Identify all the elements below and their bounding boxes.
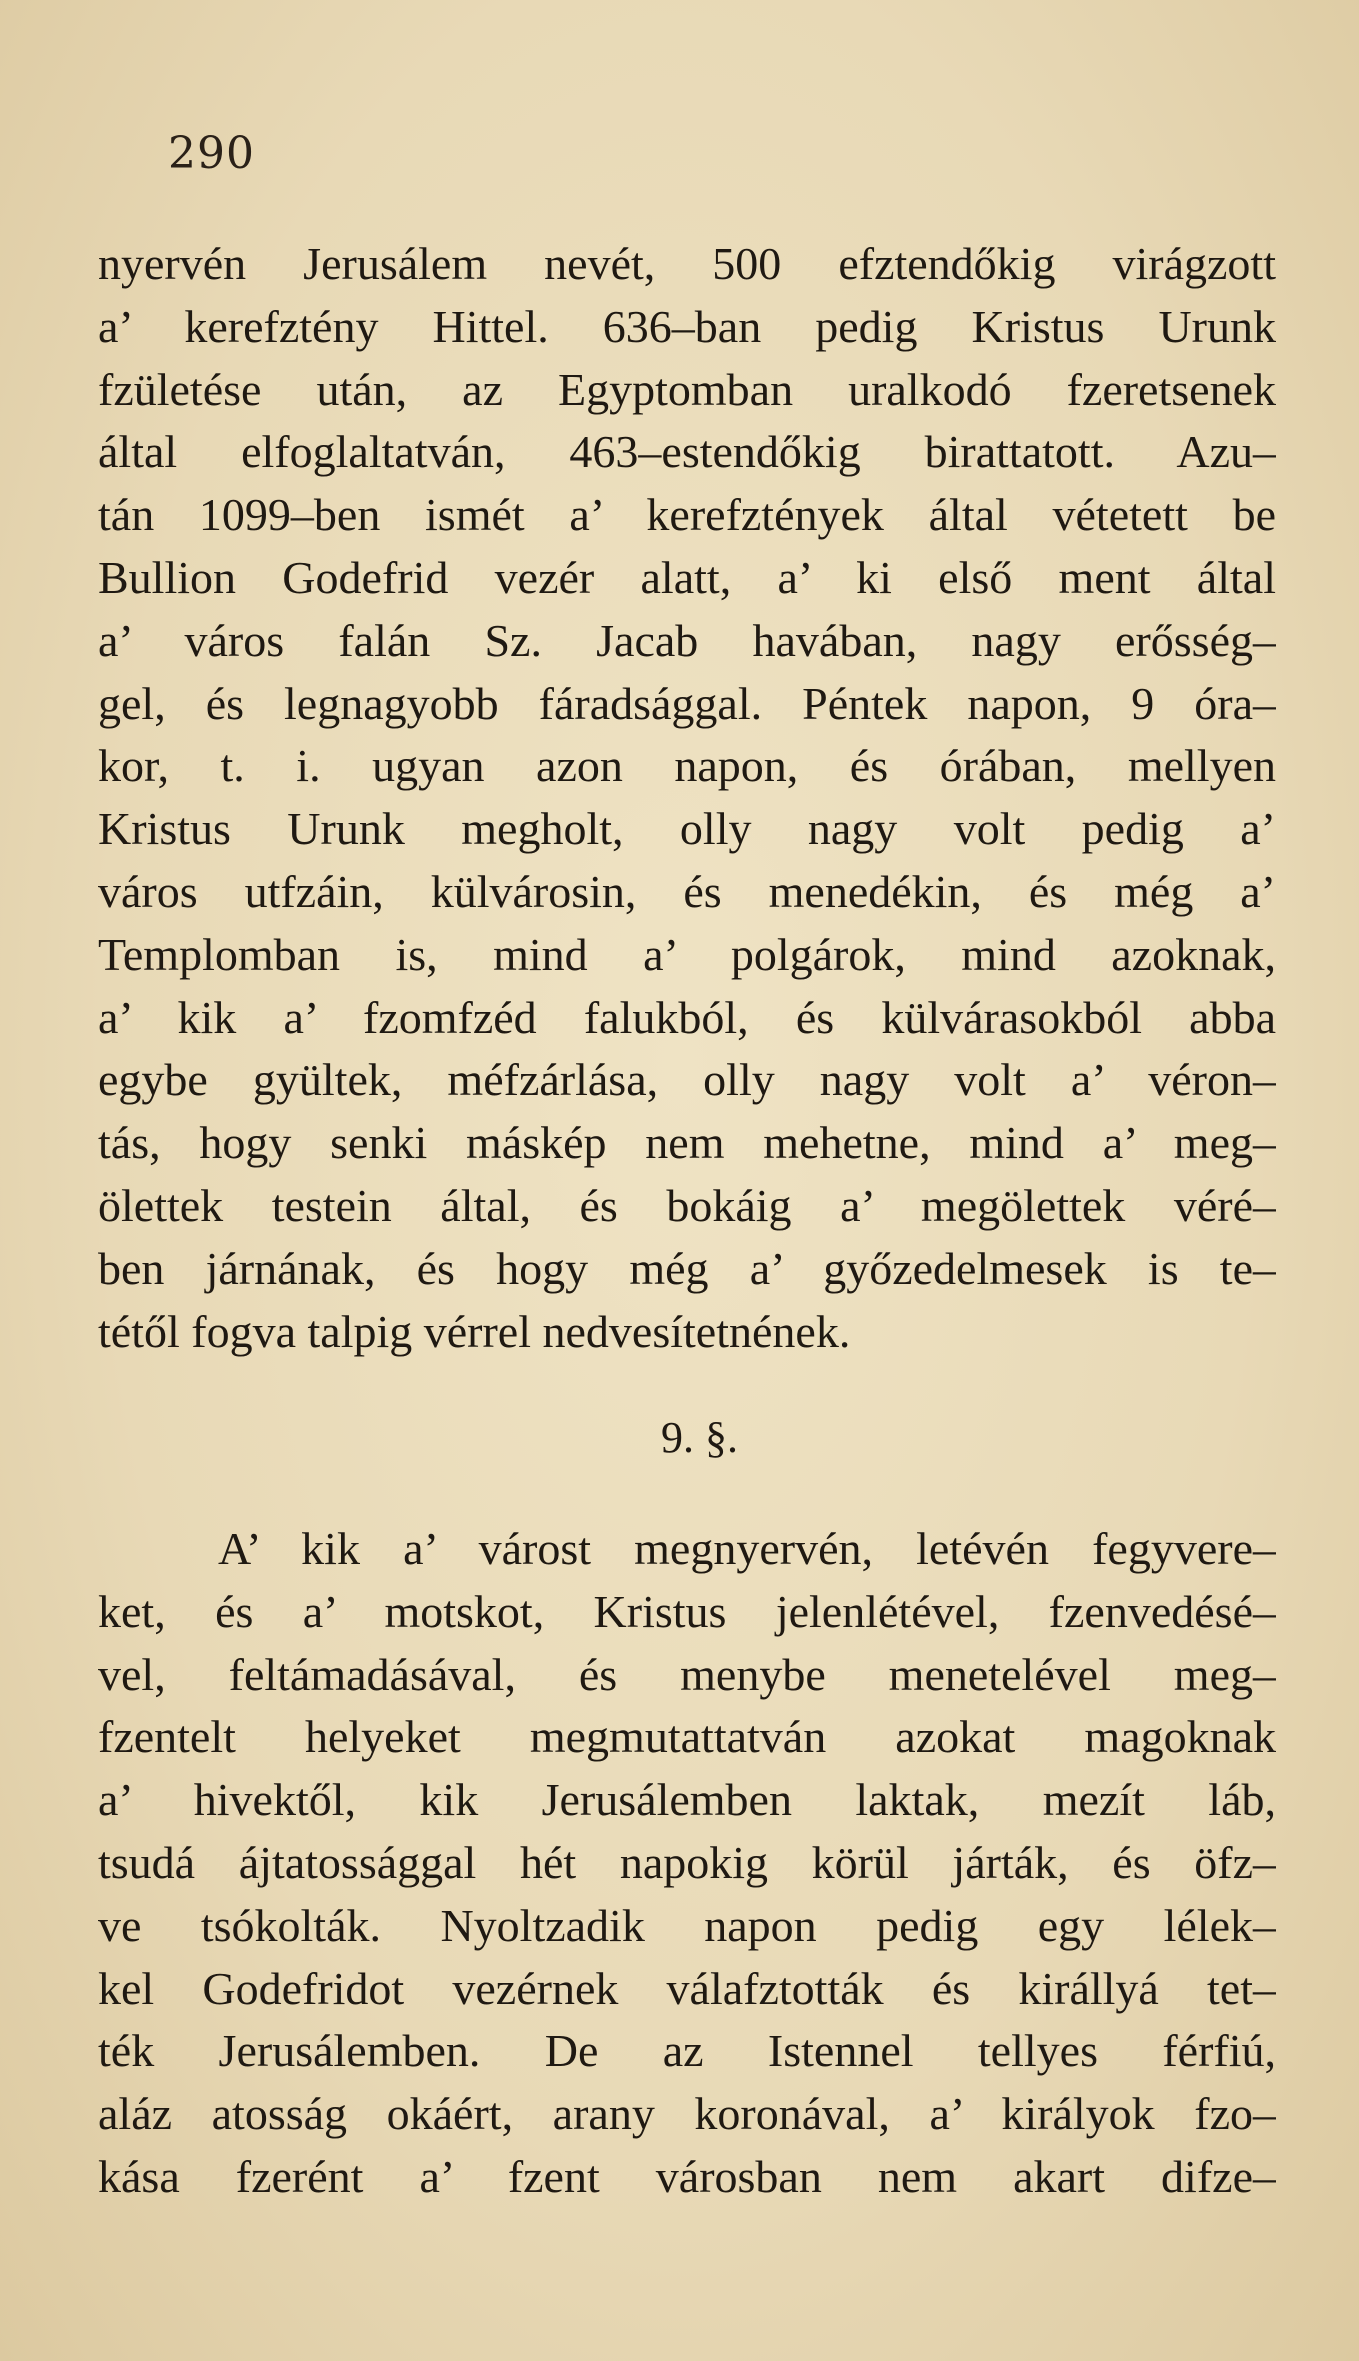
text-line: tétől fogva talpig vérrel nedvesítetnének. [98,1305,851,1357]
text-line: ölettek testein által, és bokáig a’ megölettek véré– [98,1179,1276,1231]
text-line: ték Jerusálemben. De az Istennel tellyes férfiú, [98,2025,1276,2077]
paragraph-2 [98,1518,1276,2209]
text-line: fzentelt helyeket megmutattatván azokat magoknak [98,1711,1276,1763]
text-line: tán 1099–ben ismét a’ kerefztények által vétetett be [98,489,1276,541]
text-line: A’ kik a’ várost megnyervén, letévén fegyvere– [218,1523,1276,1574]
text-line: által elfoglaltatván, 463–estendőkig birattatott. Azu– [98,426,1276,478]
section-heading-text: 9. §. [661,1413,738,1462]
text-line: tsudá ájtatossággal hét napokig körül járták, és öfz– [98,1836,1276,1888]
text-line: a’ város falán Sz. Jacab havában, nagy erősség– [98,614,1276,666]
paragraph-1 [98,233,1276,1363]
text-line: ket, és a’ motskot, Kristus jelenlétével, fzenvedésé– [98,1585,1276,1637]
page-number: 290 [168,128,255,179]
text-line: ben járnának, és hogy még a’ győzedelmesek is te– [98,1242,1276,1294]
text-line: kása fzerént a’ fzent városban nem akart difze– [98,2150,1276,2202]
text-line: egybe gyültek, méfzárlása, olly nagy volt a’ véron– [98,1054,1276,1106]
section-heading [0,1412,1359,1463]
text-line: a’ kik a’ fzomfzéd falukból, és külvárasokból abba [98,991,1276,1043]
text-line: fzületése után, az Egyptomban uralkodó fzeretsenek [98,363,1276,415]
text-line: ve tsókolták. Nyoltzadik napon pedig egy lélek– [98,1899,1276,1951]
text-line: kel Godefridot vezérnek válafztották és királlyá tet– [98,1962,1276,2014]
text-line: tás, hogy senki máskép nem mehetne, mind a’ meg– [98,1117,1276,1169]
text-line: Kristus Urunk megholt, olly nagy volt pedig a’ [98,803,1276,855]
text-line: kor, t. i. ugyan azon napon, és órában, mellyen [98,740,1276,792]
text-line: a’ hivektől, kik Jerusálemben laktak, mezít láb, [98,1774,1276,1826]
text-line: nyervén Jerusálem nevét, 500 efztendőkig virágzott [98,238,1276,289]
text-line: aláz atosság okáért, arany koronával, a’ királyok fzo– [98,2088,1276,2140]
text-line: vel, feltámadásával, és menybe menetelével meg– [98,1648,1276,1700]
text-line: Bullion Godefrid vezér alatt, a’ ki első ment által [98,551,1276,603]
text-line: a’ kerefztény Hittel. 636–ban pedig Kristus Urunk [98,300,1276,352]
text-line: Templomban is, mind a’ polgárok, mind azoknak, [98,928,1276,980]
text-line: város utfzáin, külvárosin, és menedékin, és még a’ [98,865,1276,917]
text-line: gel, és legnagyobb fáradsággal. Péntek napon, 9 óra– [98,677,1276,729]
